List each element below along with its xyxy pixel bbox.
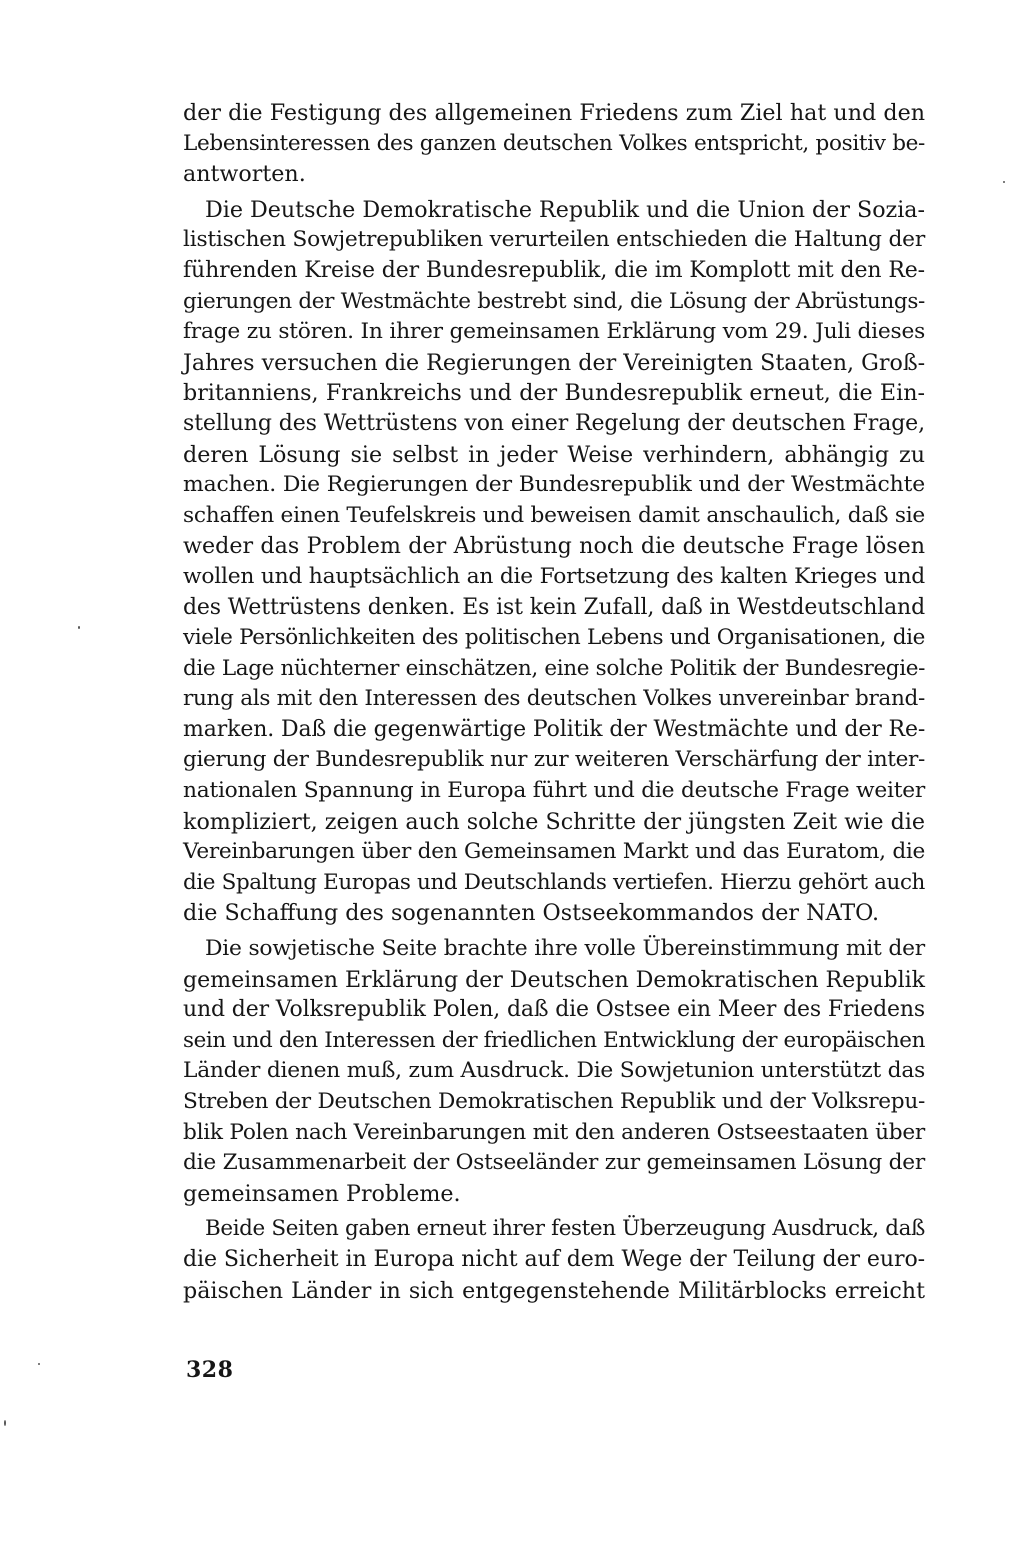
text-line: die Spaltung Europas und Deutschlands vertiefen. Hierzu gehört auch bbox=[183, 869, 925, 895]
text-line: Jahres versuchen die Regierungen der Vereinigten Staaten, Groß- bbox=[183, 349, 926, 376]
text-line: antworten. bbox=[183, 161, 306, 188]
text-line: Streben der Deutschen Demokratischen Republik und der Volksrepu- bbox=[183, 1089, 925, 1114]
text-line: Länder dienen muß, zum Ausdruck. Die Sowjetunion unterstützt das bbox=[183, 1058, 925, 1084]
body-text bbox=[183, 98, 925, 1311]
text-line: gemeinsamen Probleme. bbox=[183, 1180, 461, 1207]
text-line: britanniens, Frankreichs und der Bundesrepublik erneut, die Ein- bbox=[183, 380, 925, 407]
paragraph bbox=[183, 1214, 925, 1306]
text-line: und der Volksrepublik Polen, daß die Ostsee ein Meer des Friedens bbox=[183, 997, 925, 1023]
text-line: rung als mit den Interessen des deutschen Volkes unvereinbar brand- bbox=[183, 686, 925, 712]
text-line: Vereinbarungen über den Gemeinsamen Markt und das Euratom, die bbox=[183, 839, 925, 865]
text-line: päischen Länder in sich entgegenstehende Militärblocks erreicht bbox=[183, 1277, 925, 1304]
text-line: führenden Kreise der Bundesrepublik, die im Komplott mit den Re- bbox=[183, 257, 925, 283]
text-line: kompliziert, zeigen auch solche Schritte der jüngsten Zeit wie die bbox=[183, 808, 925, 835]
text-line: machen. Die Regierungen der Bundesrepublik und der Westmächte bbox=[183, 472, 925, 498]
text-line: deren Lösung sie selbst in jeder Weise verhindern, abhängig zu bbox=[183, 441, 925, 468]
text-line: des Wettrüstens denken. Es ist kein Zufall, daß in Westdeutschland bbox=[183, 594, 925, 620]
text-line: gierungen der Westmächte bestrebt sind, die Lösung der Abrüstungs- bbox=[183, 288, 925, 314]
text-line: weder das Problem der Abrüstung noch die deutsche Frage lösen bbox=[183, 533, 925, 560]
text-line: die Lage nüchterner einschätzen, eine solche Politik der Bundesregie- bbox=[183, 655, 925, 681]
text-line: wollen und hauptsächlich an die Fortsetzung des kalten Krieges und bbox=[183, 563, 925, 589]
text-line: nationalen Spannung in Europa führt und die deutsche Frage weiter bbox=[183, 778, 925, 804]
text-line: marken. Daß die gegenwärtige Politik der Westmächte und der Re- bbox=[183, 716, 926, 742]
text-line: die Zusammenarbeit der Ostseeländer zur gemeinsamen Lösung der bbox=[183, 1150, 925, 1176]
paragraph bbox=[183, 195, 925, 929]
text-line: blik Polen nach Vereinbarungen mit den anderen Ostseestaaten über bbox=[183, 1119, 925, 1145]
text-line: Lebensinteressen des ganzen deutschen Volkes entspricht, positiv be- bbox=[183, 130, 925, 156]
text-line: viele Persönlichkeiten des politischen Lebens und Organisationen, die bbox=[183, 625, 925, 651]
text-line: sein und den Interessen der friedlichen Entwicklung der europäischen bbox=[183, 1027, 925, 1053]
paper-speck bbox=[1003, 181, 1005, 183]
text-line: die Schaffung des sogenannten Ostseekommandos der NATO. bbox=[183, 900, 880, 927]
page-number: 328 bbox=[186, 1357, 234, 1383]
paper-speck bbox=[38, 1363, 40, 1365]
text-line: gierung der Bundesrepublik nur zur weiteren Verschärfung der inter- bbox=[183, 747, 925, 773]
text-line: Beide Seiten gaben erneut ihrer festen Überzeugung Ausdruck, daß bbox=[205, 1216, 925, 1242]
text-line: schaffen einen Teufelskreis und beweisen damit anschaulich, daß sie bbox=[183, 502, 925, 528]
text-line: gemeinsamen Erklärung der Deutschen Demokratischen Republik bbox=[183, 966, 926, 993]
text-line: der die Festigung des allgemeinen Friedens zum Ziel hat und den bbox=[183, 100, 925, 126]
paper-speck bbox=[78, 626, 80, 629]
text-line: die Sicherheit in Europa nicht auf dem Wege der Teilung der euro- bbox=[183, 1246, 926, 1272]
paragraph bbox=[183, 934, 925, 1209]
text-line: listischen Sowjetrepubliken verurteilen entschieden die Haltung der bbox=[183, 227, 925, 253]
paper-speck bbox=[4, 1420, 6, 1426]
text-line: frage zu stören. In ihrer gemeinsamen Erklärung vom 29. Juli dieses bbox=[183, 319, 925, 345]
paragraph bbox=[183, 98, 925, 190]
text-line: Die Deutsche Demokratische Republik und die Union der Sozia- bbox=[205, 196, 925, 223]
text-line: Die sowjetische Seite brachte ihre volle Übereinstimmung mit der bbox=[205, 936, 925, 962]
text-line: stellung des Wettrüstens von einer Regelung der deutschen Frage, bbox=[183, 410, 925, 436]
